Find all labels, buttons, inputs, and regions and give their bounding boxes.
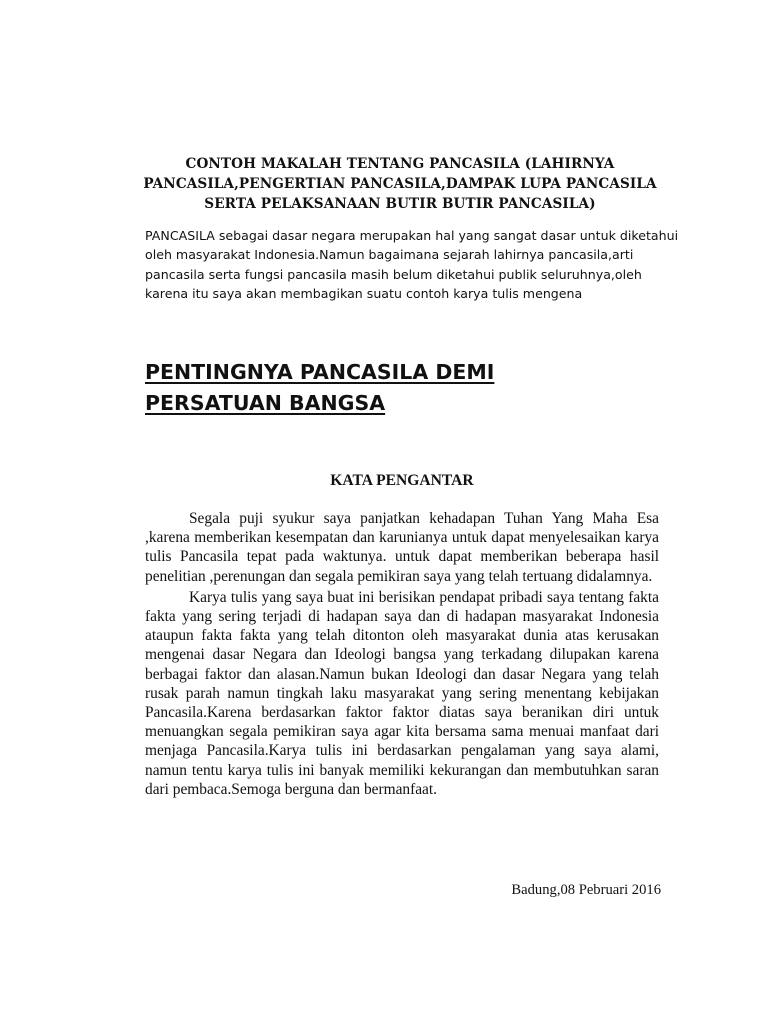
- main-heading: PENTINGNYA PANCASILA DEMI PERSATUAN BANGSA: [145, 360, 495, 415]
- preface-paragraph-2: Karya tulis yang saya buat ini berisikan pendapat pribadi saya tentang fakta fakta yang sering terjadi di hadapan saya dan di hadapan masyarakat Indonesia ataupun fakta fakta yang telah ditonton oleh masyarakat dunia atas kerusakan mengenai dasar Negara dan Ideologi bangsa yang terkadang dilupakan karena berbagai faktor dan alasan.Namun bukan Ideologi dan dasar Negara yang telah rusak parah namun tingkah laku masyarakat yang sering menentang kebijakan Pancasila.Karena berdasarkan faktor faktor diatas saya beranikan diri untuk menuangkan segala pemikiran saya agar kita bersama sama menuai manfaat dari menjaga Pancasila.Karya tulis ini berdasarkan pengalaman yang saya alami, namun tentu karya tulis ini banyak memiliki kekurangan dan membutuhkan saran dari pembaca.Semoga berguna dan bermanfaat.: [145, 588, 659, 798]
- document-title: CONTOH MAKALAH TENTANG PANCASILA (LAHIRNYA PANCASILA,PENGERTIAN PANCASILA,DAMPAK LUPA PANCASILA SERTA PELAKSANAAN BUTIR BUTIR PANCASILA): [143, 156, 657, 212]
- intro-paragraph: PANCASILA sebagai dasar negara merupakan hal yang sangat dasar untuk diketahui oleh masyarakat Indonesia.Namun bagaimana sejarah lahirnya pancasila,arti pancasila serta fungsi pancasila masih belum diketahui publik seluruhnya,oleh karena itu saya akan membagikan suatu contoh karya tulis mengena: [145, 228, 679, 302]
- dateline: Badung,08 Pebruari 2016: [511, 882, 661, 898]
- section-title: KATA PENGANTAR: [330, 472, 474, 489]
- preface-paragraph-1: Segala puji syukur saya panjatkan kehadapan Tuhan Yang Maha Esa ,karena memberikan kesempatan dan karunianya untuk dapat menyelesaikan karya tulis Pancasila tepat pada waktunya. untuk dapat memberikan beberapa hasil penelitian ,perenungan dan segala pemikiran saya yang telah tertuang didalamnya.: [145, 510, 659, 585]
- preface-body: [145, 509, 659, 799]
